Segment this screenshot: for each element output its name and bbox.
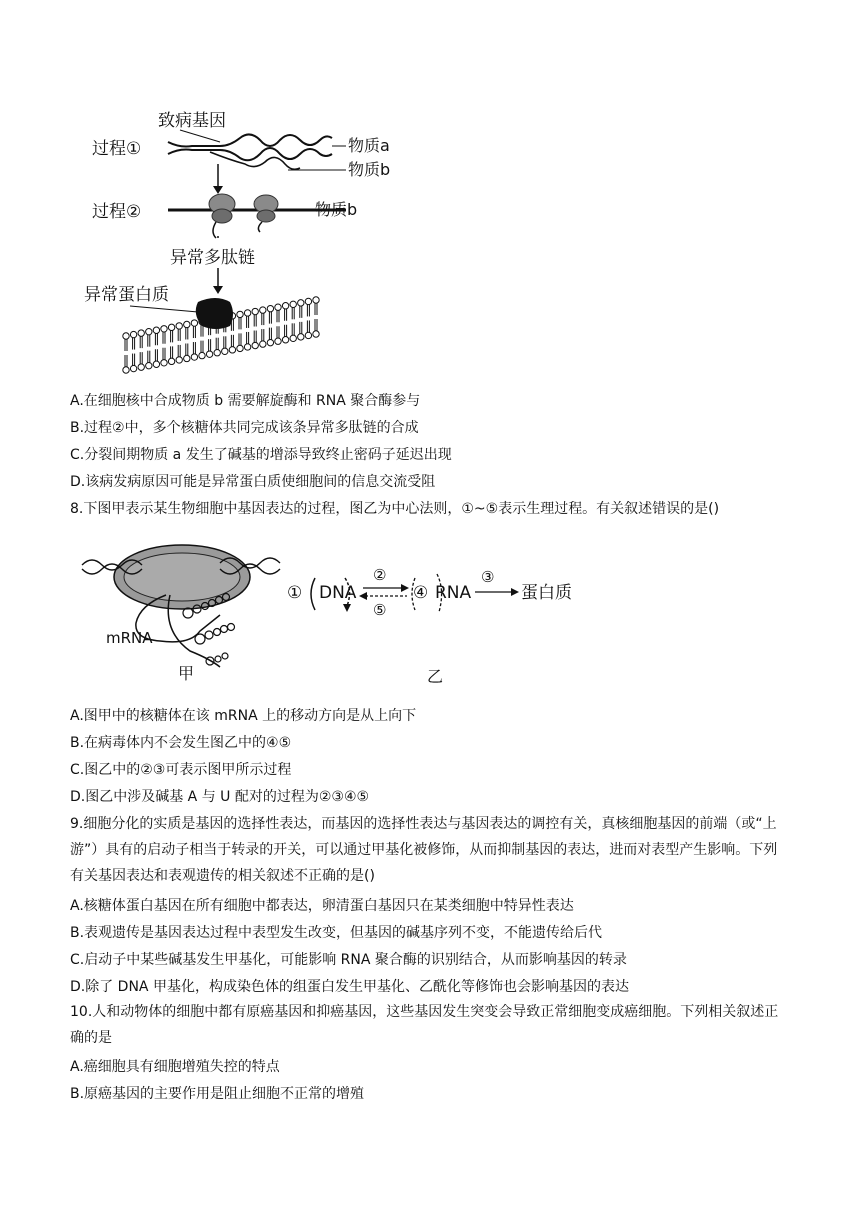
q8-option-a: A.图甲中的核糖体在该 mRNA 上的移动方向是从上向下 [70, 708, 417, 724]
process-1-mark: ① [287, 583, 303, 603]
label-process-1: 过程① [92, 139, 142, 159]
process-3-mark: ③ [481, 568, 495, 586]
q9-option-c: C.启动子中某些碱基发生甲基化，可能影响 RNA 聚合酶的识别结合，从而影响基因的转录 [70, 952, 627, 968]
mrna-label: mRNA [106, 629, 153, 647]
protein-text: 蛋白质 [521, 583, 572, 603]
q7-option-c: C.分裂间期物质 a 发生了碱基的增添导致终止密码子延迟出现 [70, 447, 452, 463]
q7-option-a: A.在细胞核中合成物质 b 需要解旋酶和 RNA 聚合酶参与 [70, 393, 421, 409]
central-dogma-figure-yi [285, 560, 585, 690]
caption-jia: 甲 [178, 664, 195, 683]
q8-stem: 8.下图甲表示某生物细胞中基因表达的过程，图乙为中心法则，①~⑤表示生理过程。有关叙述错误的是() [70, 501, 720, 517]
q7-option-d: D.该病发病原因可能是异常蛋白质使细胞间的信息交流受阻 [70, 474, 436, 490]
q8-option-c: C.图乙中的②③可表示图甲所示过程 [70, 762, 292, 778]
process-5-mark: ⑤ [373, 601, 387, 619]
q10-option-b: B.原癌基因的主要作用是阻止细胞不正常的增殖 [70, 1086, 365, 1102]
label-substance-a: 物质a [348, 136, 390, 155]
ribosome-2 [254, 195, 278, 232]
q9-stem: 9.细胞分化的实质是基因的选择性表达，而基因的选择性表达与基因表达的调控有关，真核细胞基因的前端（或“上游”）具有的启动子相当于转录的开关，可以通过甲基化被修饰，从而抑制基因的表达，进而对表型产生影响。下列有关基因表达和表观遗传的相关叙述不正确的是() [70, 816, 778, 884]
rna-text: RNA [435, 583, 472, 603]
q9-option-d: D.除了 DNA 甲基化，构成染色体的组蛋白发生甲基化、乙酰化等修饰也会影响基因的表达 [70, 979, 629, 995]
q9-option-b: B.表观遗传是基因表达过程中表型发生改变，但基因的碱基序列不变，不能遗传给后代 [70, 925, 603, 941]
process-4-mark: ④ [413, 583, 429, 603]
q10-stem: 10.人和动物体的细胞中都有原癌基因和抑癌基因，这些基因发生突变会导致正常细胞变成癌细胞。下列相关叙述正确的是 [70, 1004, 779, 1046]
label-process-2: 过程② [92, 202, 142, 222]
q10-option-a: A.癌细胞具有细胞增殖失控的特点 [70, 1059, 280, 1075]
label-substance-b-bottom: 物质b [315, 200, 358, 219]
dna-text: DNA [319, 583, 357, 603]
q8-option-d: D.图乙中涉及碱基 A 与 U 配对的过程为②③④⑤ [70, 789, 370, 805]
dna-helix [168, 134, 332, 169]
ribosome-1 [209, 194, 235, 238]
process-2-mark: ② [373, 566, 387, 584]
abnormal-protein-blob [196, 298, 233, 329]
label-substance-b-top: 物质b [348, 160, 391, 179]
q7-option-b: B.过程②中，多个核糖体共同完成该条异常多肽链的合成 [70, 420, 419, 436]
q8-option-b: B.在病毒体内不会发生图乙中的④⑤ [70, 735, 292, 751]
caption-yi: 乙 [427, 667, 444, 686]
translation-figure-jia [70, 535, 290, 695]
q9-option-a: A.核糖体蛋白基因在所有细胞中都表达，卵清蛋白基因只在某类细胞中特异性表达 [70, 898, 574, 914]
label-pathogenic-gene: 致病基因 [158, 111, 226, 131]
label-abnormal-protein: 异常蛋白质 [84, 285, 169, 305]
gene-expression-figure [70, 100, 391, 400]
label-abnormal-polypeptide: 异常多肽链 [170, 248, 255, 268]
